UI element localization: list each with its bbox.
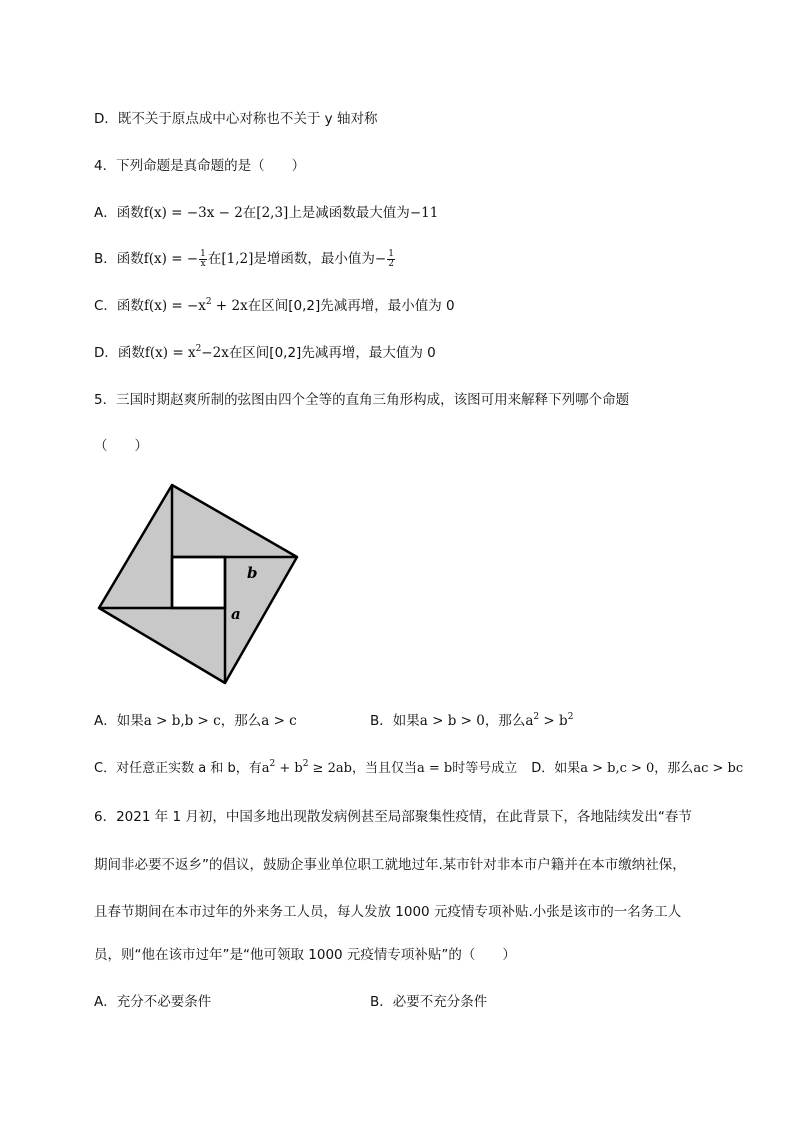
math: −: [374, 251, 387, 267]
math-part: ≥ 2ab: [308, 761, 352, 776]
text: 在区间[0,2]先减再增，最大值为 0: [228, 345, 436, 361]
label: A．如果: [94, 713, 144, 729]
question-4-stem: 4．下列命题是真命题的是（ ）: [94, 158, 306, 174]
question-6-line-1: 6．2021 年 1 月初，中国多地出现散发病例甚至局部聚集性疫情，在此背景下，各地陆续发出“春节: [94, 809, 692, 825]
question-6-option-b: B．必要不充分条件: [370, 994, 488, 1010]
question-6-line-3: 且春节期间在本市过年的外来务工人员，每人发放 1000 元疫情专项补贴.小张是该市的一名务工人: [94, 904, 682, 920]
label: B．如果: [370, 713, 420, 729]
label: B．函数: [94, 251, 144, 267]
text: ，当且仅当: [351, 761, 417, 776]
question-4-option-b: [94, 249, 396, 269]
denominator: x: [200, 258, 206, 269]
math: a > b > 0: [419, 713, 485, 729]
math: [145, 345, 229, 361]
label: D．函数: [94, 345, 145, 361]
math: [1,2]: [221, 251, 254, 267]
fraction: [199, 250, 207, 269]
math-part: f(x) = x: [144, 345, 196, 361]
math: −11: [409, 205, 439, 221]
label: A．函数: [94, 205, 144, 221]
math: f(x) = −3x − 2: [143, 205, 243, 221]
text: 在: [242, 205, 257, 221]
label-a: a: [231, 605, 241, 623]
exponent: 2: [205, 297, 212, 307]
numerator: 1: [200, 248, 206, 259]
label-b: b: [247, 564, 258, 582]
question-6-line-4: 员，则“他在该市过年”是“他可领取 1000 元疫情专项补贴”的（ ）: [94, 947, 516, 963]
question-6-option-a: A．充分不必要条件: [94, 994, 212, 1010]
text: 在: [207, 251, 222, 267]
question-5-stem: 5．三国时期赵爽所制的弦图由四个全等的直角三角形构成，该图可用来解释下列哪个命题: [94, 392, 630, 408]
exponent: 2: [533, 712, 540, 722]
denominator: 2: [388, 258, 394, 269]
option-3d: D．既不关于原点成中心对称也不关于 y 轴对称: [94, 111, 378, 127]
math-part: + 2x: [211, 298, 248, 314]
math: ac > bc: [693, 761, 744, 776]
question-5-paren: （ ）: [94, 438, 148, 454]
question-6-line-2: 期间非必要不返乡”的倡议，鼓励企事业单位职工就地过年.某市针对非本市户籍并在本市缴纳社保，: [94, 857, 686, 873]
exponent: 2: [567, 712, 574, 722]
question-4-option-a: [94, 203, 438, 223]
math: a > c: [261, 713, 297, 729]
text: 是增函数，最小值为: [253, 251, 375, 267]
text: ，那么: [654, 761, 694, 776]
text: 上是减函数最大值为: [288, 205, 410, 221]
label: D．如果: [531, 761, 581, 776]
zhao-shuang-string-diagram: [96, 482, 302, 688]
question-5-option-b: [370, 711, 573, 731]
text: 在区间[0,2]先减再增，最小值为 0: [247, 298, 455, 314]
label: C．对任意正实数 a 和 b，有: [94, 761, 262, 776]
math-part: a: [261, 761, 270, 776]
text: ，那么: [220, 713, 262, 729]
question-4-option-c: [94, 296, 455, 316]
exponent: 2: [302, 759, 309, 769]
question-5-option-a: [94, 711, 297, 731]
question-5-option-c-d: [94, 759, 743, 779]
text: 时等号成立: [452, 761, 518, 776]
fraction: [387, 250, 395, 269]
exponent: 2: [269, 759, 276, 769]
question-4-option-d: [94, 343, 436, 363]
text: ，那么: [484, 713, 526, 729]
math: [144, 298, 248, 314]
math-part: f(x) = −x: [143, 298, 206, 314]
math: a = b: [416, 761, 453, 776]
math: a > b,b > c: [143, 713, 221, 729]
numerator: 1: [388, 248, 394, 259]
math-part: −2x: [201, 345, 229, 361]
math: a > b,c > 0: [580, 761, 655, 776]
inner-square: [172, 557, 225, 608]
label: C．函数: [94, 298, 144, 314]
math-part: + b: [275, 761, 303, 776]
exponent: 2: [195, 344, 202, 354]
math: [525, 713, 573, 729]
math-part: > b: [539, 713, 568, 729]
math: f(x) = −: [143, 251, 199, 267]
math: [2,3]: [256, 205, 289, 221]
math-part: a: [525, 713, 534, 729]
math: [262, 761, 352, 776]
